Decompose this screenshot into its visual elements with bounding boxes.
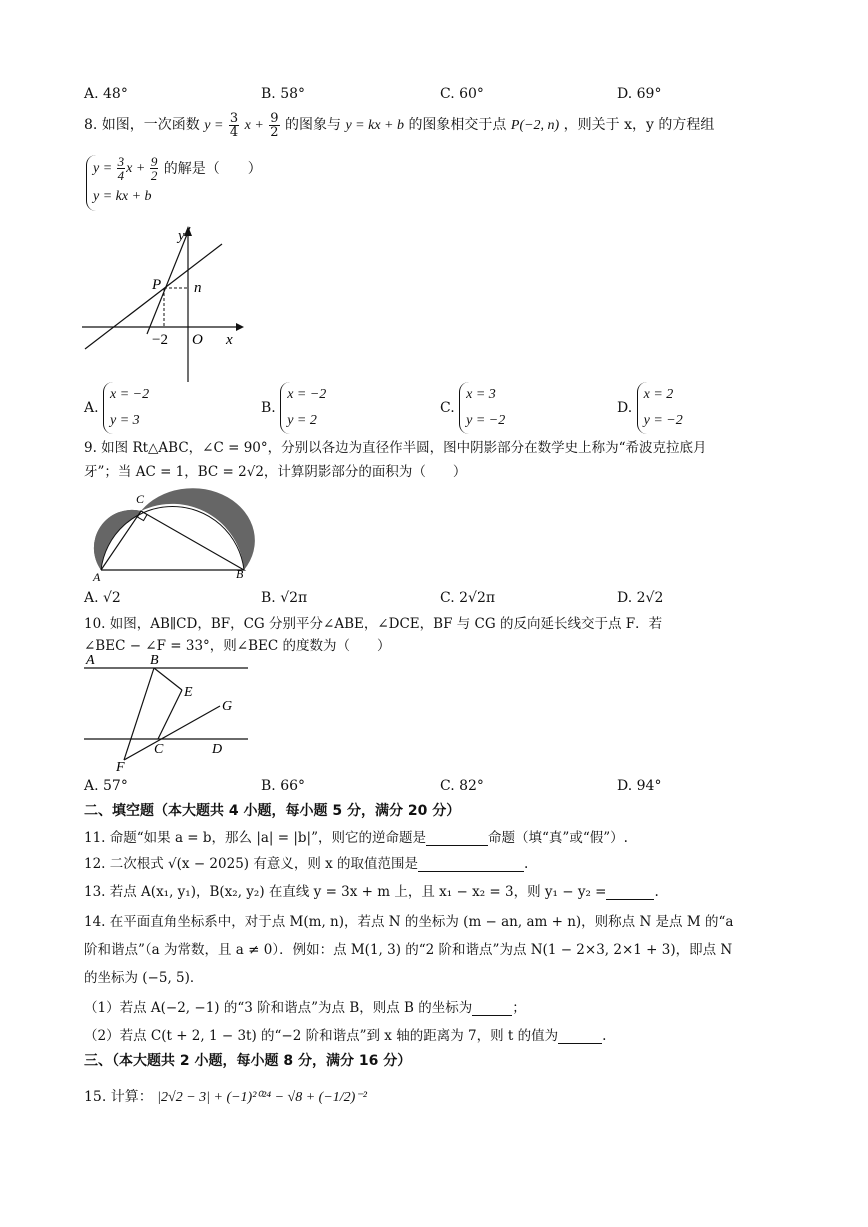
origin-label: O — [192, 332, 203, 348]
q13: 13. 若点 A(x₁, y₁)，B(x₂, y₂) 在直线 y = 3x + m 上，且 x₁ − x₂ = 3，则 y₁ − y₂ = . — [84, 884, 659, 900]
q8-sys-tail: 的解是（ ） — [163, 161, 262, 177]
q8-option-b: B. x = −2 y = 2 — [261, 382, 326, 434]
point-f-label: F — [116, 760, 125, 774]
point-b-label: B — [150, 653, 159, 668]
q8-option-a: A. x = −2 y = 3 — [84, 382, 149, 434]
minus-two-label: −2 — [152, 332, 168, 348]
q14-line1: 14. 在平面直角坐标系中，对于点 M(m, n)，若点 N 的坐标为 (m − an, am + n)，则称点 N 是点 M 的“a — [84, 914, 734, 930]
q11: 11. 命题“如果 a = b，那么 |a| = |b|”，则它的逆命题是 命题（填“真”或“假”）. — [84, 830, 628, 846]
q8-system: y = $\frac{3}{4}$ x + $\frac{9}{2}$ y = kx + b 的解是（ ） — [86, 155, 262, 211]
answer-blank[interactable] — [426, 831, 488, 846]
point-a-label: A — [93, 570, 101, 582]
q9-line1: 9. 如图 Rt△ABC，∠C = 90°，分别以各边为直径作半圆，图中阴影部分在数学史上称为“希波克拉底月 — [84, 440, 707, 456]
section-heading: 三、（本大题共 2 小题，每小题 8 分，满分 16 分） — [84, 1053, 412, 1069]
point-c-label: C — [154, 742, 164, 757]
point-c-label: C — [136, 492, 145, 506]
n-label: n — [194, 280, 202, 296]
option-a: A. 57° — [84, 778, 128, 794]
option-c: C. 60° — [440, 86, 484, 102]
point-p-label: P — [152, 277, 162, 293]
q8-option-c: C. x = 3 y = −2 — [440, 382, 505, 434]
q8-eq1: y = kx + b — [345, 118, 404, 133]
option-b: B. 58° — [261, 86, 306, 102]
q8-option-d: D. x = 2 y = −2 — [617, 382, 683, 434]
point-a-label: A — [86, 653, 95, 668]
q8-stem-mid: 的图象与 — [284, 117, 341, 133]
answer-blank[interactable] — [606, 885, 654, 900]
answer-blank[interactable] — [558, 1029, 602, 1044]
q9-line2: 牙”；当 AC = 1，BC = 2√2，计算阴影部分的面积为（ ） — [84, 464, 467, 480]
point-g-label: G — [222, 699, 233, 714]
segment-be — [154, 668, 182, 690]
x-axis-arrow-icon — [236, 323, 244, 331]
q8-point: P(−2, n) — [510, 118, 560, 133]
answer-blank[interactable] — [418, 857, 524, 872]
q8-stem-start: 8. 如图，一次函数 — [84, 117, 200, 133]
q14-line2: 阶和谐点”（a 为常数，且 a ≠ 0）．例如：点 M(1, 3) 的“2 阶和谐点”为点 N(1 − 2×3, 2×1 + 3)，即点 N — [84, 942, 733, 958]
option-d: D. 2√2 — [617, 590, 664, 606]
q10-line1: 10. 如图，AB∥CD，BF，CG 分别平分∠ABE，∠DCE，BF 与 CG 的反向延长线交于点 F．若 — [84, 616, 663, 632]
q15-expression: |2√2 − 3| + (−1)²⁰²⁴ − √8 + (−1/2)⁻² — [157, 1090, 367, 1105]
q14-part2: （2）若点 C(t + 2, 1 − 3t) 的“−2 阶和谐点”到 x 轴的距离为 7，则 t 的值为 . — [84, 1028, 607, 1044]
q14-part1: （1）若点 A(−2, −1) 的“3 阶和谐点”为点 B，则点 B 的坐标为 ； — [84, 1000, 526, 1016]
q9-figure — [84, 478, 260, 582]
q15: 15. 计算： |2√2 − 3| + (−1)²⁰²⁴ − √8 + (−1/2)⁻² — [84, 1089, 367, 1105]
option-a: A. 48° — [84, 86, 128, 102]
option-c: C. 2√2π — [440, 590, 496, 606]
option-d: D. 94° — [617, 778, 662, 794]
q8-stem-end: 的图象相交于点 — [408, 117, 507, 133]
q8-stem-tail: ，则关于 x，y 的方程组 — [563, 117, 715, 133]
segment-ec — [158, 690, 182, 739]
option-b: B. 66° — [261, 778, 306, 794]
q8-figure — [80, 222, 250, 387]
x-label: x — [226, 332, 233, 348]
point-e-label: E — [184, 685, 193, 700]
q10-line2: ∠BEC − ∠F = 33°，则∠BEC 的度数为（ ） — [84, 638, 391, 654]
q8-system-eq2: y = kx + b — [93, 189, 152, 204]
option-a: A. √2 — [84, 590, 121, 606]
answer-blank[interactable] — [472, 1001, 512, 1016]
q12: 12. 二次根式 √(x − 2025) 有意义，则 x 的取值范围是 . — [84, 856, 529, 872]
option-c: C. 82° — [440, 778, 484, 794]
fraction: $\frac{3}{4}$ — [229, 110, 239, 140]
option-b: B. √2π — [261, 590, 308, 606]
q8-stem: 8. 如图，一次函数 y = $\frac{3}{4}$ x + $\frac{9}{2}$ 的图象与 y = kx + b 的图象相交于点 P(−2, n) ，则关于 x，y 的方程组 — [84, 110, 715, 140]
y-label: y — [178, 228, 185, 244]
q10-figure — [82, 652, 252, 774]
fraction: $\frac{9}{2}$ — [270, 110, 279, 140]
point-d-label: D — [212, 742, 223, 757]
q14-line3: 的坐标为 (−5, 5)． — [84, 970, 204, 986]
section-heading: 二、填空题（本大题共 4 小题，每小题 5 分，满分 20 分） — [84, 803, 461, 819]
option-d: D. 69° — [617, 86, 662, 102]
point-b-label: B — [236, 567, 244, 581]
